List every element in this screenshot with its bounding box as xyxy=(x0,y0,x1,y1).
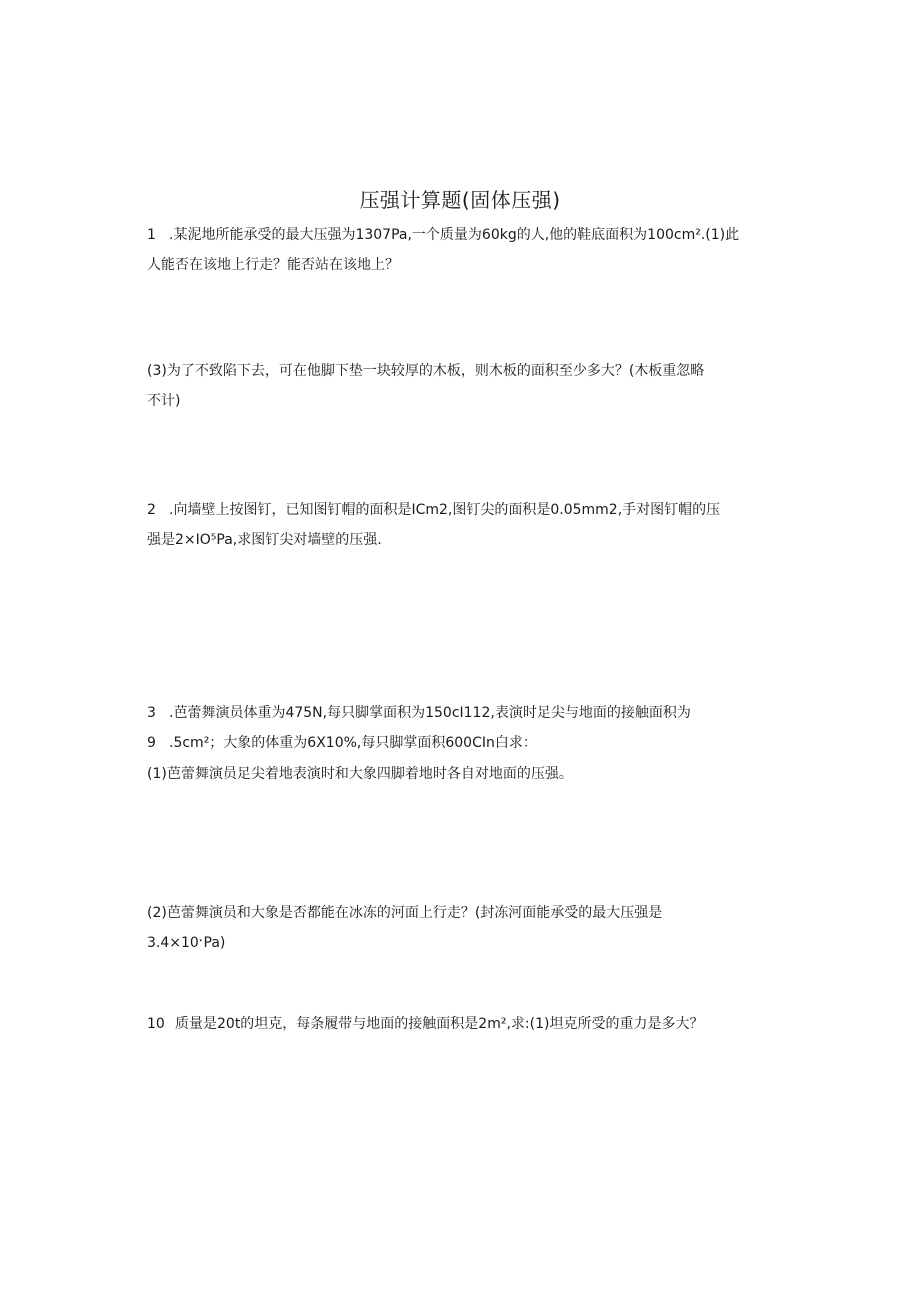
question-3-text-1: .芭蕾舞演员体重为475N,每只脚掌面积为150cI112,表演时足尖与地面的接触面积为 xyxy=(169,705,691,721)
question-3-line-2-number: 9 xyxy=(147,735,156,751)
question-2-text-1: .向墙壁上按图钉，已知图钉帽的面积是ICm2,图钉尖的面积是0.05mm2,手对图钉帽的压 xyxy=(169,502,721,518)
question-10-number: 10 xyxy=(147,1016,165,1032)
question-3-text-2: .5cm²；大象的体重为6X10%,每只脚掌面积600CIn白求： xyxy=(169,735,537,751)
question-1-text-1: .某泥地所能承受的最大压强为1307Pa,一个质量为60kg的人,他的鞋底面积为100cm².(1)此 xyxy=(169,227,740,243)
question-1-number: 1 xyxy=(147,227,156,243)
question-3-line-1 xyxy=(147,704,787,722)
question-10-line-1 xyxy=(147,1015,787,1033)
question-1-part-3-line-1: (3)为了不致陷下去，可在他脚下垫一块较厚的木板，则木板的面积至少多大？(木板重忽略 xyxy=(147,363,705,379)
question-3-part-2-line-1: (2)芭蕾舞演员和大象是否都能在冰冻的河面上行走？(封冻河面能承受的最大压强是 xyxy=(147,905,663,921)
question-2-line-2: 强是2×IO⁵Pa,求图钉尖对墙壁的压强. xyxy=(147,532,382,548)
question-3-part-1: (1)芭蕾舞演员足尖着地表演时和大象四脚着地时各自对地面的压强。 xyxy=(147,766,573,782)
question-1-line-1 xyxy=(147,226,787,244)
question-1-part-3-line-2: 不计) xyxy=(147,393,181,409)
question-1-line-2: 人能否在该地上行走？能否站在该地上？ xyxy=(147,257,399,273)
question-3-line-2 xyxy=(147,734,787,752)
page-title: 压强计算题(固体压强) xyxy=(359,188,561,212)
question-2-number: 2 xyxy=(147,502,156,518)
question-10-text-1: 质量是20t的坦克，每条履带与地面的接触面积是2m²,求:(1)坦克所受的重力是多大？ xyxy=(175,1016,704,1032)
question-3-number: 3 xyxy=(147,705,156,721)
question-3-part-2-line-2: 3.4×10ˑPa) xyxy=(147,935,226,951)
question-2-line-1 xyxy=(147,501,787,519)
